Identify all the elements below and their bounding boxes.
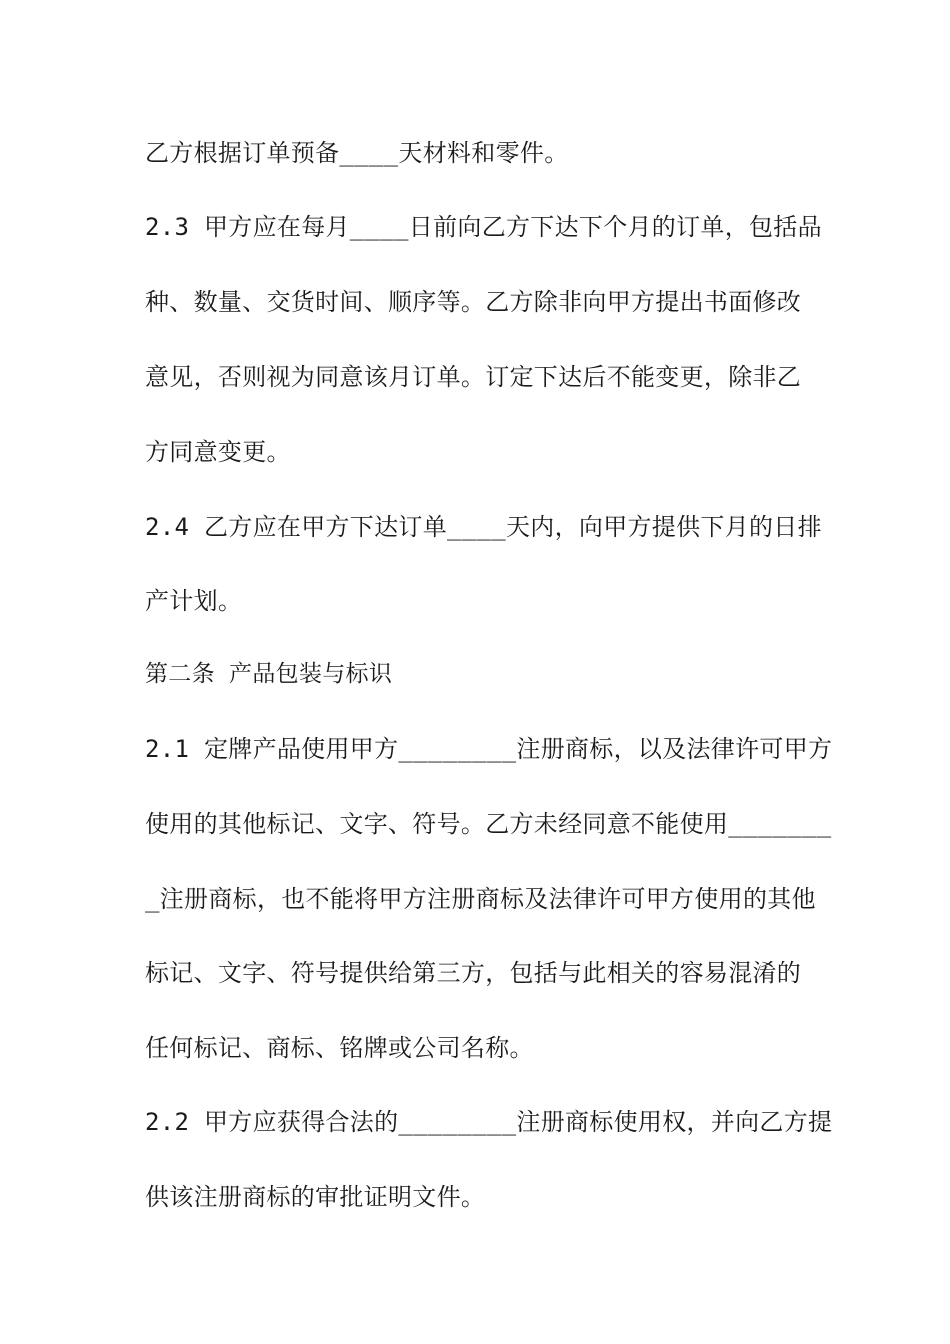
paragraph-line: 乙方根据订单预备____天材料和零件。 (145, 139, 569, 167)
paragraph-line: 供该注册商标的审批证明文件。 (145, 1183, 486, 1211)
paragraph-line: 产计划。 (145, 587, 243, 615)
clause-2-4-line: 2.4 乙方应在甲方下达订单____天内，向甲方提供下月的日排 (145, 513, 822, 541)
paragraph-line: 方同意变更。 (145, 438, 291, 466)
paragraph-line: 标记、文字、符号提供给第三方，包括与此相关的容易混淆的 (145, 959, 802, 987)
paragraph-line: 种、数量、交货时间、顺序等。乙方除非向甲方提出书面修改 (145, 288, 802, 316)
paragraph-line: _注册商标，也不能将甲方注册商标及法律许可甲方使用的其他 (145, 885, 816, 913)
section-heading: 第二条 产品包装与标识 (145, 661, 393, 687)
paragraph-line: 使用的其他标记、文字、符号。乙方未经同意不能使用_______ (145, 810, 832, 838)
paragraph-line: 意见，否则视为同意该月订单。订定下达后不能变更，除非乙 (145, 363, 802, 391)
clause-2-3-line: 2.3 甲方应在每月____日前向乙方下达下个月的订单，包括品 (145, 213, 822, 241)
clause-2-2-line: 2.2 甲方应获得合法的________注册商标使用权，并向乙方提 (145, 1108, 833, 1136)
clause-2-1-line: 2.1 定牌产品使用甲方________注册商标，以及法律许可甲方 (145, 735, 833, 763)
paragraph-line: 任何标记、商标、铭牌或公司名称。 (145, 1034, 534, 1062)
